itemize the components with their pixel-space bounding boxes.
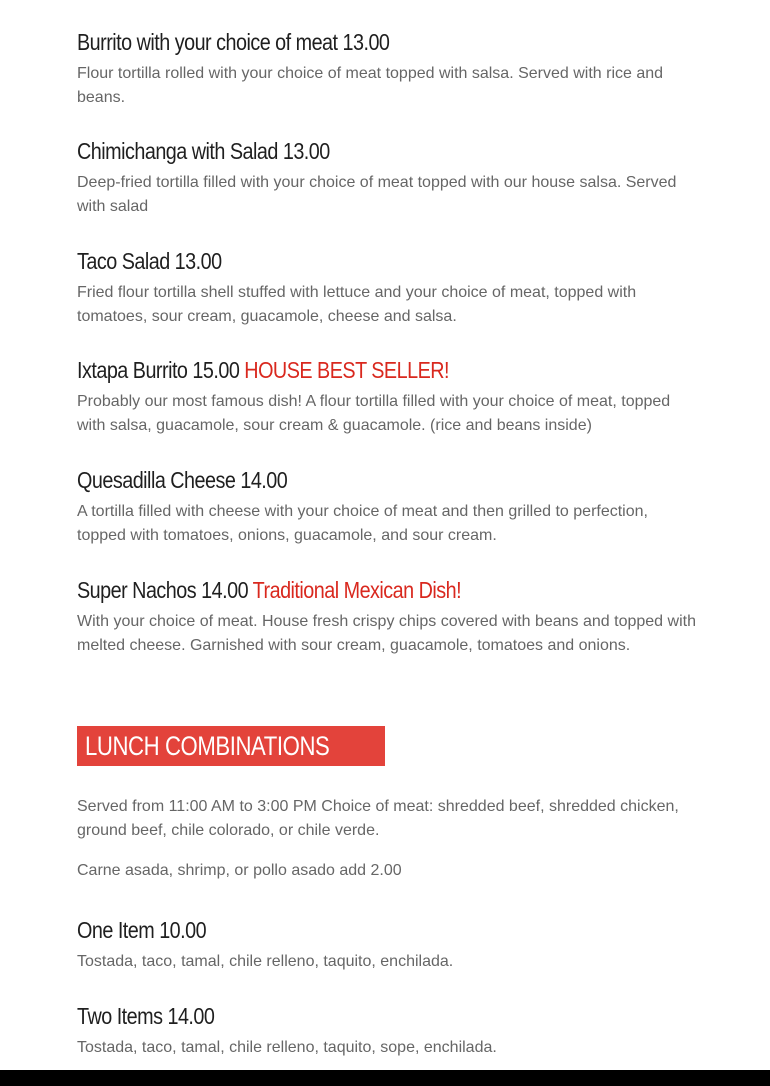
menu-item-name-price: Two Items 14.00 <box>77 1003 215 1029</box>
menu-item-title <box>77 247 610 275</box>
menu-item-description: Flour tortilla rolled with your choice of meat topped with salsa. Served with rice and beans. <box>77 65 664 106</box>
menu-item-name-price: Taco Salad 13.00 <box>77 248 222 274</box>
menu-item-taco-salad <box>77 247 697 329</box>
menu-item-title <box>77 356 610 384</box>
menu-item-chimichanga <box>77 137 697 219</box>
menu-item-description: Probably our most famous dish! A flour tortilla filled with your choice of meat, topped with salsa, guacamole, sour cream & guacamole. (rice and beans inside) <box>77 393 671 434</box>
menu-item-title <box>77 137 610 165</box>
section-heading: LUNCH COMBINATIONS <box>85 731 330 761</box>
menu-item-name-price: Quesadilla Cheese 14.00 <box>77 467 288 493</box>
menu-item-title <box>77 576 610 604</box>
menu-item-description: With your choice of meat. House fresh crispy chips covered with beans and topped with melted cheese. Garnished with sour cream, guacamole, tomatoes and onions. <box>77 613 696 654</box>
menu-item-title <box>77 466 610 494</box>
lunch-addon-note: Carne asada, shrimp, or pollo asado add 2.00 <box>77 862 402 879</box>
traditional-dish-badge: Traditional Mexican Dish! <box>252 577 462 603</box>
menu-item-description: Fried flour tortilla shell stuffed with lettuce and your choice of meat, topped with tomatoes, sour cream, guacamole, cheese and salsa. <box>77 284 637 325</box>
menu-item-name-price: Chimichanga with Salad 13.00 <box>77 138 330 164</box>
menu-item-burrito <box>77 28 697 110</box>
lunch-served-note: Served from 11:00 AM to 3:00 PM Choice of meat: shredded beef, shredded chicken, ground beef, chile colorado, or chile verde. <box>77 798 679 839</box>
menu-item-title <box>77 916 610 944</box>
menu-item-description: Deep-fried tortilla filled with your choice of meat topped with our house salsa. Served with salad <box>77 174 677 215</box>
menu-item-name-price: Super Nachos 14.00 <box>77 577 249 603</box>
menu-item-name-price: One Item 10.00 <box>77 917 207 943</box>
menu-item-description: Tostada, taco, tamal, chile relleno, taquito, sope, enchilada. <box>77 1039 497 1056</box>
lunch-combinations-banner <box>77 726 385 766</box>
menu-item-name-price: Ixtapa Burrito 15.00 <box>77 357 240 383</box>
menu-item-quesadilla-cheese <box>77 466 697 548</box>
menu-item-name-price: Burrito with your choice of meat 13.00 <box>77 29 390 55</box>
best-seller-badge: HOUSE BEST SELLER! <box>244 357 450 383</box>
lunch-item-two <box>77 1002 697 1060</box>
menu-item-description: Tostada, taco, tamal, chile relleno, taquito, enchilada. <box>77 953 454 970</box>
menu-item-title <box>77 28 610 56</box>
menu-item-description: A tortilla filled with cheese with your choice of meat and then grilled to perfection, topped with tomatoes, onions, guacamole, and sour cream. <box>77 503 648 544</box>
menu-item-ixtapa-burrito <box>77 356 697 438</box>
menu-item-title <box>77 1002 610 1030</box>
lunch-item-one <box>77 916 697 974</box>
menu-item-super-nachos <box>77 576 697 658</box>
footer-bar <box>0 1070 770 1086</box>
